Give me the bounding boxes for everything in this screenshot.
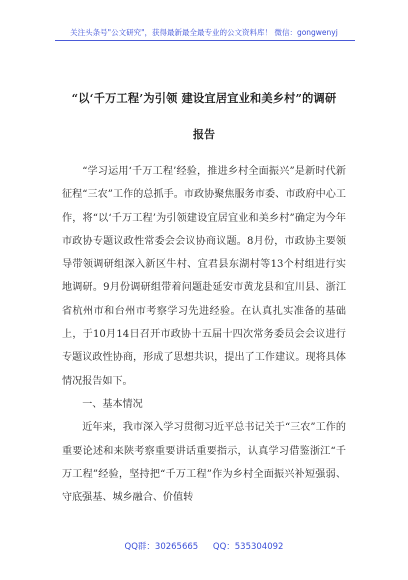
footer-qq: QQ：535304092 <box>212 542 284 552</box>
header-divider <box>55 40 355 41</box>
section-heading: 一、基本情况 <box>82 398 143 410</box>
document-body <box>62 160 346 509</box>
page-footer <box>0 540 408 560</box>
header-promo-note: 关注头条号"公文研究"，获得最新最全最专业的公文资料库！ 微信：gongwenyj <box>70 28 338 37</box>
footer-qq-group: QQ群：30265665 <box>124 542 199 552</box>
body-paragraph: 近年来，我市深入学习贯彻习近平总书记关于“三农”工作的重要论述和来陕考察重要讲话重要指示，认真学习借鉴浙江“千万工程”经验，坚持把“千万工程”作为乡村全面振兴补短强弱、守底强基、城乡融合、价值转 <box>62 422 346 504</box>
intro-paragraph: “学习运用‘千万工程’经验，推进乡村全面振兴”是新时代新征程“三农”工作的总抓手。市政协聚焦服务市委、市政府中心工作，将“以‘千万工程’为引领建设宜居宜业和美乡村”确定为今年市政协专题议政性常委会会议协商议题。8月份，市政协主要领导带领调研组深入新区牛村、宜君县东湖村等13个村组进行实地调研。9月份调研组带着问题赴延安市黄龙县和宜川县、浙江省杭州市和台州市考察学习先进经验。在认真扎实准备的基础上，于10月14日召开市政协十五届十四次常务委员会会议进行专题议政性协商，形成了思想共识，提出了工作建议。现将具体情况报告如下。 <box>62 166 346 387</box>
page-header <box>0 0 408 62</box>
document-subtitle: 报告 <box>193 128 215 141</box>
document-title: “以‘千万工程’为引领 建设宜居宜业和美乡村”的调研 <box>71 91 337 105</box>
